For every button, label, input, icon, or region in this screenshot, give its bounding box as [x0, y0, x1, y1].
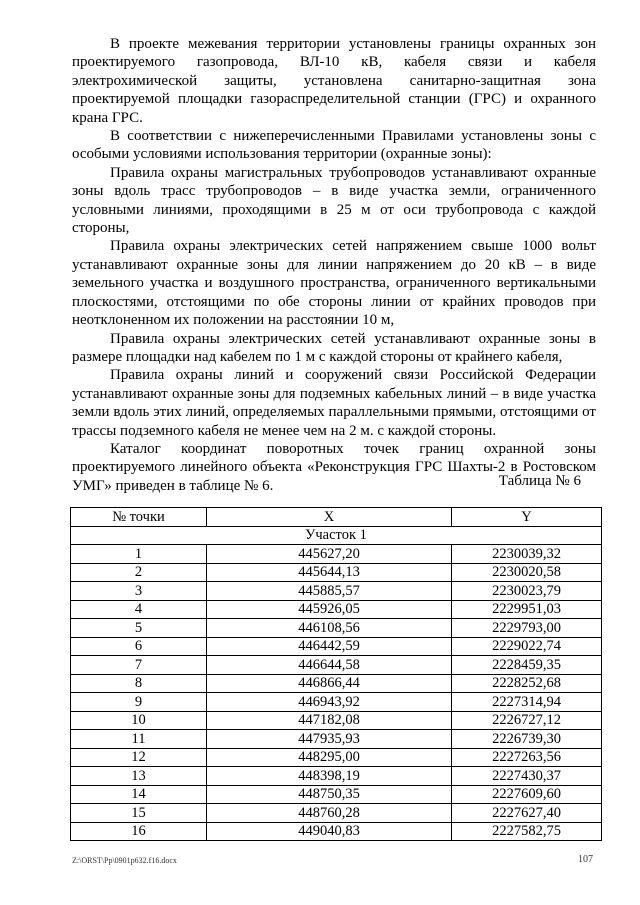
table-row: [71, 785, 602, 804]
paragraph: Правила охраны электрических сетей устанавливают охранные зоны в размере площадки над кабелем по 1 м с каждой стороны от крайнего кабеля,: [72, 330, 596, 365]
table-row: [71, 637, 602, 656]
cell-x: 449040,83: [207, 822, 452, 841]
paragraph: В соответствии с нижеперечисленными Правилами установлены зоны с особыми условиями использования территории (охранные зоны):: [72, 128, 596, 163]
cell-point-number: 2: [71, 563, 207, 582]
table-row: [71, 600, 602, 619]
cell-x: 446644,58: [207, 656, 452, 675]
table-row: [71, 730, 602, 749]
cell-y: 2227582,75: [452, 822, 602, 841]
cell-point-number: 4: [71, 600, 207, 619]
cell-point-number: 10: [71, 711, 207, 730]
cell-y: 2230039,32: [452, 545, 602, 564]
cell-point-number: 6: [71, 637, 207, 656]
cell-y: 2230023,79: [452, 582, 602, 601]
cell-x: 445885,57: [207, 582, 452, 601]
cell-point-number: 3: [71, 582, 207, 601]
cell-y: 2227627,40: [452, 804, 602, 823]
paragraph: В проекте межевания территории установлены границы охранных зон проектируемого газопровода, ВЛ-10 кВ, кабеля связи и кабеля электрохимической защиты, установлена санитарно-защитная зона проектируемой площадки газораспределительной станции (ГРС) и охранного крана ГРС.: [72, 36, 596, 126]
table-row: [71, 711, 602, 730]
cell-point-number: 15: [71, 804, 207, 823]
header-y: Y: [452, 508, 602, 527]
cell-y: 2227430,37: [452, 767, 602, 786]
cell-x: 445926,05: [207, 600, 452, 619]
paragraph: Правила охраны линий и сооружений связи Российской Федерации устанавливают охранные зоны для подземных кабельных линий – в виде участка земли вдоль этих линий, определяемых параллельными прямыми, отстоящими от трассы подземного кабеля не менее чем на 2 м. с каждой стороны.: [72, 367, 596, 439]
cell-y: 2227314,94: [452, 693, 602, 712]
cell-point-number: 8: [71, 674, 207, 693]
table-row: [71, 804, 602, 823]
cell-point-number: 5: [71, 619, 207, 638]
cell-x: 446943,92: [207, 693, 452, 712]
cell-point-number: 9: [71, 693, 207, 712]
cell-x: 447182,08: [207, 711, 452, 730]
coordinates-table: [70, 507, 602, 841]
cell-point-number: 14: [71, 785, 207, 804]
cell-y: 2229022,74: [452, 637, 602, 656]
body-text: [72, 35, 596, 495]
paragraph: Правила охраны магистральных трубопроводов устанавливают охранные зоны вдоль трасс трубопроводов – в виде участка земли, ограниченного условными линиями, проходящими в 25 м от оси трубопровода с каждой стороны,: [72, 164, 596, 237]
cell-x: 448295,00: [207, 748, 452, 767]
cell-x: 446866,44: [207, 674, 452, 693]
cell-x: 445627,20: [207, 545, 452, 564]
cell-x: 448750,35: [207, 785, 452, 804]
table-row: [71, 822, 602, 841]
section-label: Участок 1: [71, 526, 602, 545]
footer-file-path: Z:\ORST\Pp\0901p632.f16.docx: [72, 856, 177, 865]
table-caption: Таблица № 6: [498, 473, 581, 489]
table-row: [71, 619, 602, 638]
table-header-row: [71, 508, 602, 527]
table-row: [71, 582, 602, 601]
cell-y: 2227263,56: [452, 748, 602, 767]
cell-y: 2228252,68: [452, 674, 602, 693]
cell-point-number: 7: [71, 656, 207, 675]
cell-y: 2230020,58: [452, 563, 602, 582]
cell-point-number: 16: [71, 822, 207, 841]
cell-y: 2226739,30: [452, 730, 602, 749]
header-point-number: № точки: [71, 508, 207, 527]
cell-y: 2227609,60: [452, 785, 602, 804]
cell-y: 2229951,03: [452, 600, 602, 619]
cell-x: 448398,19: [207, 767, 452, 786]
table-row: [71, 545, 602, 564]
cell-y: 2228459,35: [452, 656, 602, 675]
cell-y: 2229793,00: [452, 619, 602, 638]
cell-x: 446108,56: [207, 619, 452, 638]
cell-x: 446442,59: [207, 637, 452, 656]
cell-point-number: 13: [71, 767, 207, 786]
cell-point-number: 12: [71, 748, 207, 767]
section-row: [71, 526, 602, 545]
header-x: X: [207, 508, 452, 527]
table-row: [71, 748, 602, 767]
table-row: [71, 656, 602, 675]
cell-point-number: 11: [71, 730, 207, 749]
table-row: [71, 674, 602, 693]
paragraph: Правила охраны электрических сетей напряжением свыше 1000 вольт устанавливают охранные зоны для линии напряжением до 20 кВ – в виде земельного участка и воздушного пространства, ограниченного вертикальными плоскостями, отстоящими по обе стороны линии от крайних проводов при неотклоненном их положении на расстоянии 10 м,: [72, 238, 596, 329]
cell-x: 447935,93: [207, 730, 452, 749]
cell-x: 445644,13: [207, 563, 452, 582]
table-row: [71, 693, 602, 712]
cell-point-number: 1: [71, 545, 207, 564]
cell-x: 448760,28: [207, 804, 452, 823]
page-number: 107: [578, 854, 593, 865]
table-row: [71, 563, 602, 582]
paragraph: Каталог координат поворотных точек границ охранной зоны проектируемого линейного объекта «Реконструкция ГРС Шахты-2 в Ростовском УМГ» приведен в таблице № 6.: [72, 440, 596, 494]
cell-y: 2226727,12: [452, 711, 602, 730]
table-row: [71, 767, 602, 786]
